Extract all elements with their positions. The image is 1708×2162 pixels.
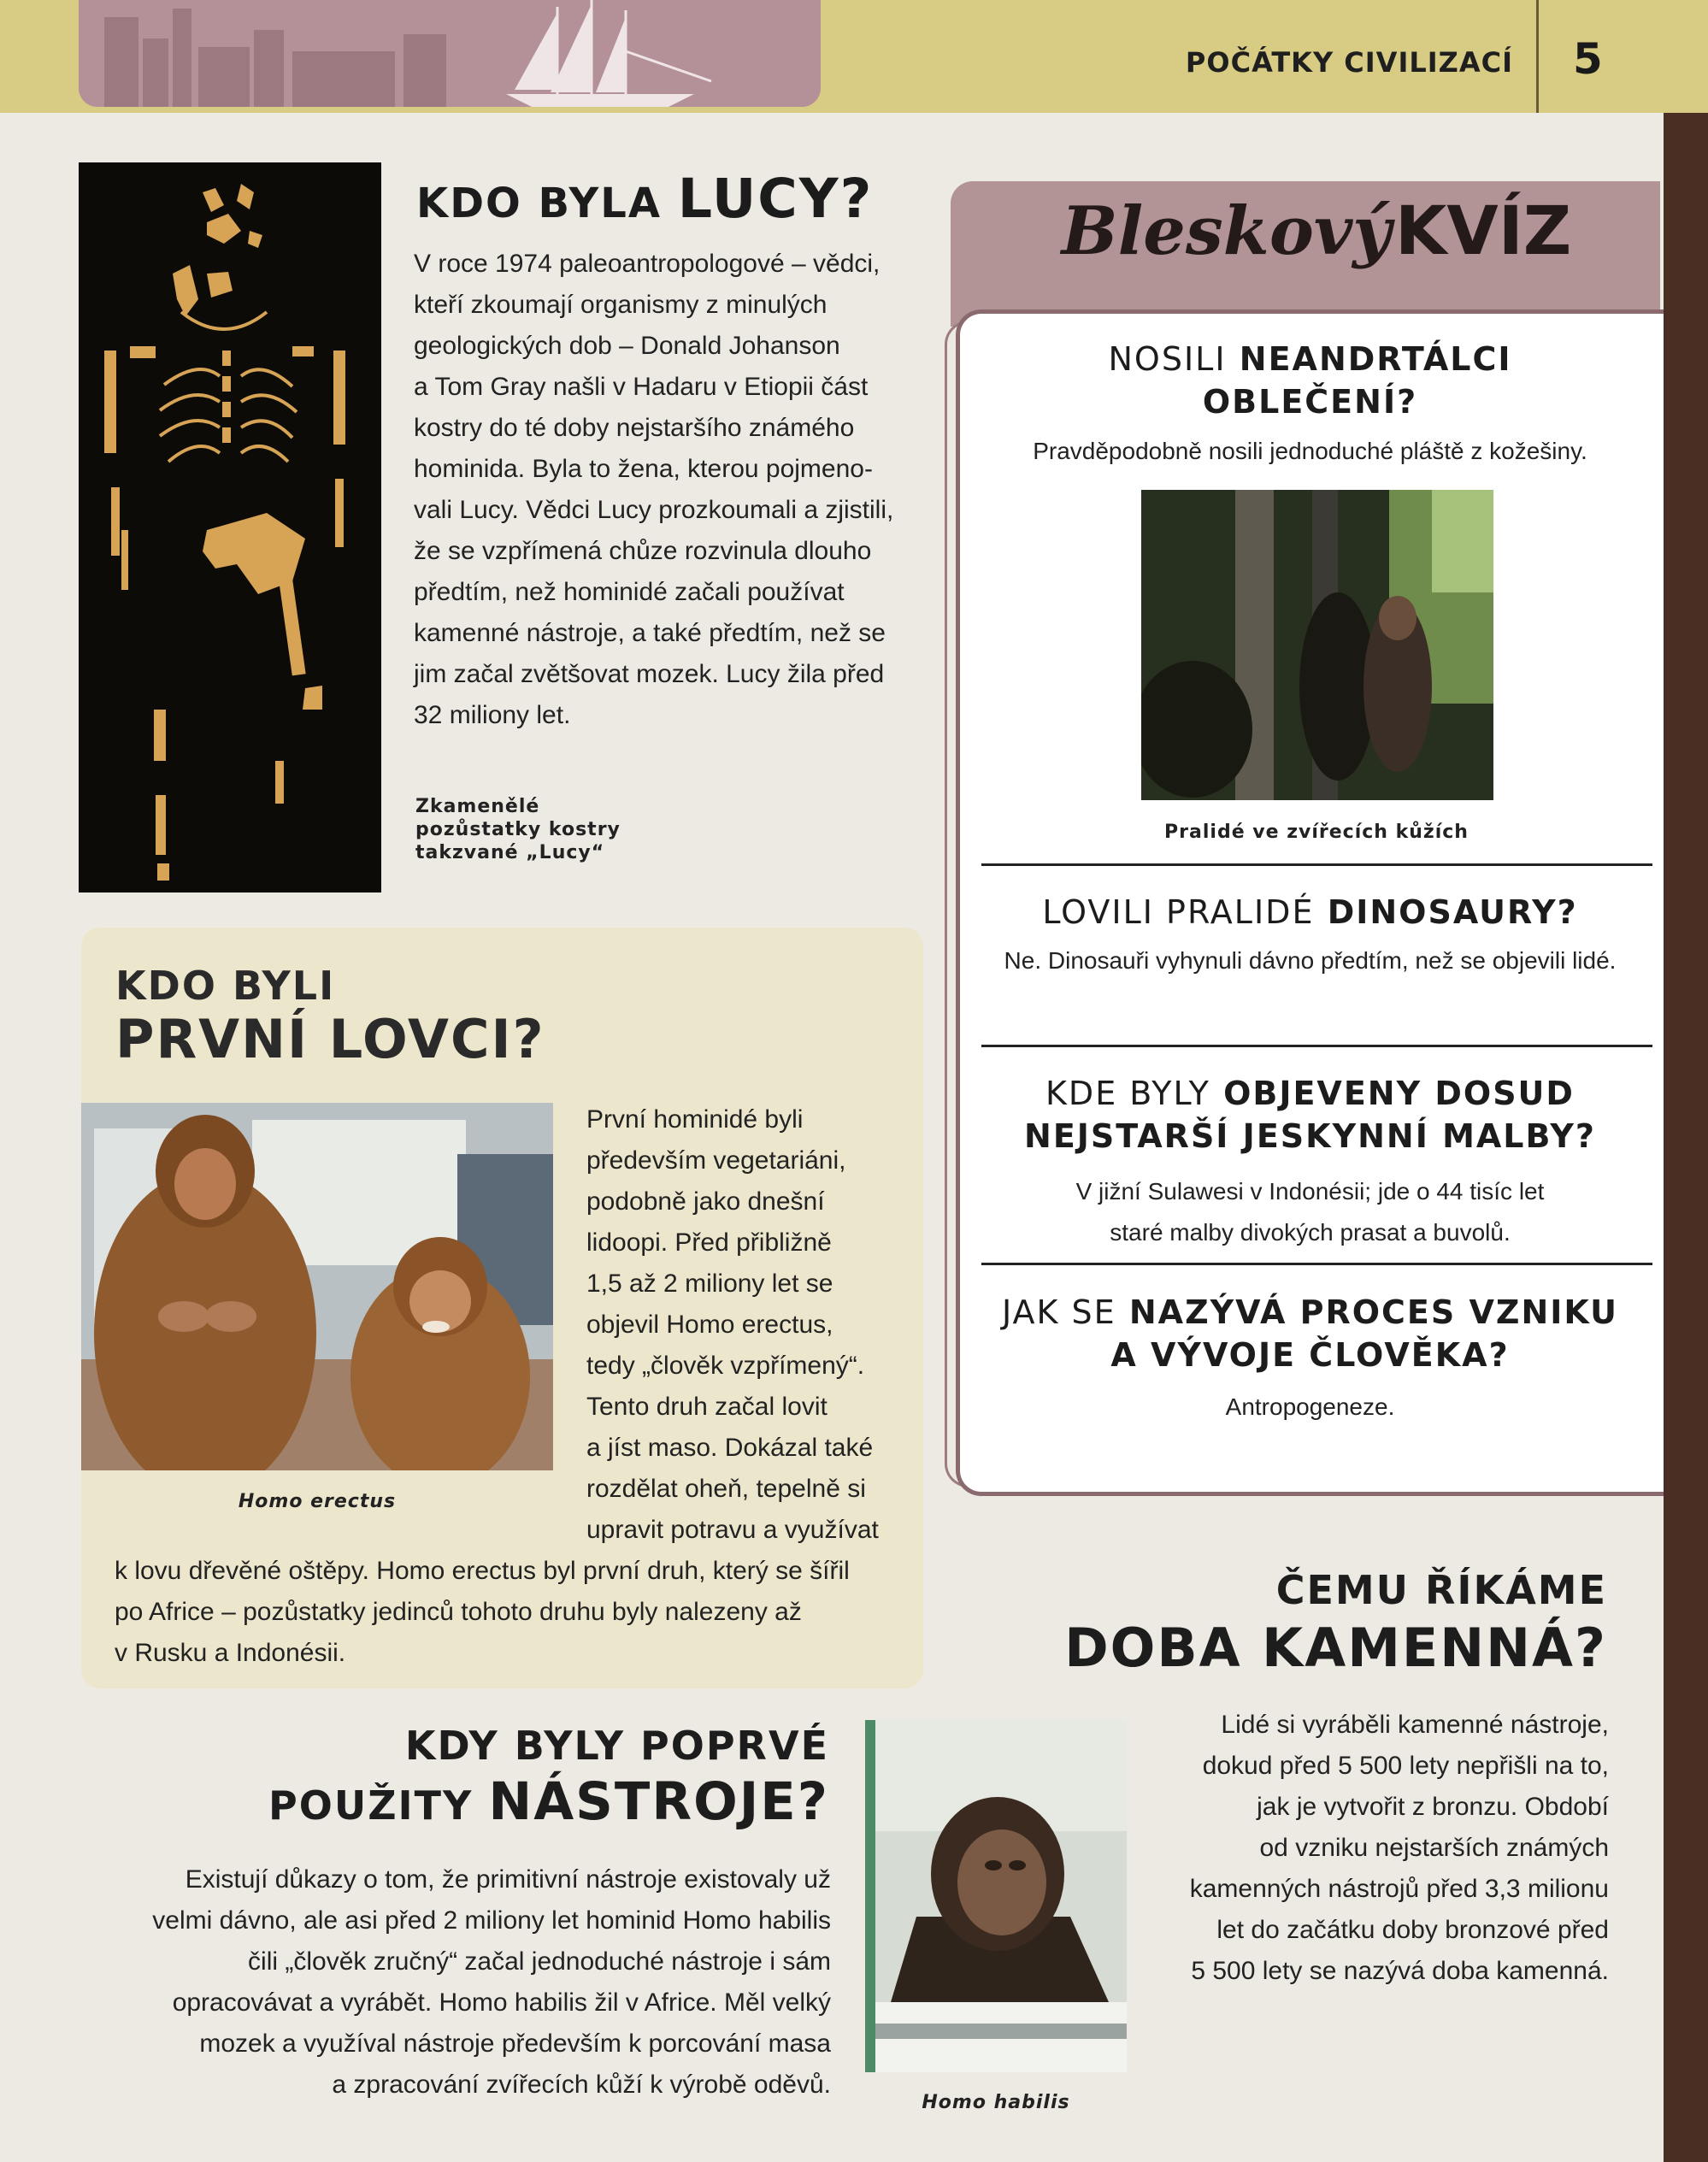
quiz-question-1-light: NOSILI: [1108, 340, 1227, 378]
quiz-title: [983, 192, 1650, 270]
hunters-line: První hominidé byli: [586, 1105, 804, 1134]
lucy-line: a Tom Gray našli v Hadaru v Etiopii část: [414, 373, 869, 401]
neanderthal-caption: Pralidé ve zvířecích kůžích: [1164, 822, 1469, 843]
stone-age-title: [940, 1564, 1607, 1681]
tools-line: opracovávat a vyrábět. Homo habilis žil v Africe. Měl velký: [172, 1988, 831, 2017]
stone-age-line: kamenných nástrojů před 3,3 milionu: [1189, 1875, 1609, 1903]
lucy-caption-line: takzvané „Lucy“: [415, 842, 605, 863]
tools-title: [154, 1718, 829, 1835]
lucy-line: jim začal zvětšovat mozek. Lucy žila před: [414, 660, 885, 688]
stone-age-line: 5 500 lety se nazývá doba kamenná.: [1191, 1957, 1609, 1985]
tools-title-line1: KDY BYLY POPRVÉ: [404, 1723, 829, 1769]
quiz-title-bold: KVÍZ: [1394, 193, 1572, 270]
lucy-line: předtím, než hominidé začali používat: [414, 578, 845, 606]
quiz-question-3: [966, 1072, 1654, 1158]
skeleton-illustration: [79, 162, 381, 892]
stone-age-title-line1: ČEMU ŘÍKÁME: [1275, 1567, 1607, 1613]
lucy-line: 32 miliony let.: [414, 701, 571, 729]
homo-habilis-photo: [865, 1720, 1127, 2072]
lucy-title: [416, 167, 895, 230]
quiz-answer-2: [966, 947, 1654, 975]
hunters-title-line1: KDO BYLI: [115, 963, 336, 1009]
tools-line: velmi dávno, ale asi před 2 miliony let hominid Homo habilis: [152, 1906, 831, 1935]
quiz-title-script: Bleskový: [1061, 192, 1392, 270]
quiz-question-3-line1: [966, 1072, 1654, 1115]
lucy-title-light: KDO BYLA: [416, 180, 663, 227]
quiz-divider: [981, 1045, 1652, 1047]
homo-habilis-caption: Homo habilis: [922, 2092, 1070, 2113]
hunters-title: [115, 962, 714, 1069]
tools-line: a zpracování zvířecích kůží k výrobě oděvů.: [332, 2071, 831, 2099]
quiz-question-3-light: KDE BYLY: [1045, 1075, 1210, 1112]
lucy-caption-line: Zkamenělé: [415, 796, 540, 817]
quiz-answer-1: [966, 438, 1654, 465]
quiz-question-1-line2: OBLEČENÍ?: [1202, 383, 1418, 421]
stone-age-line: jak je vytvořit z bronzu. Období: [1257, 1793, 1609, 1821]
quiz-question-4-line2: A VÝVOJE ČLOVĚKA?: [1110, 1336, 1510, 1374]
tools-title-light: POUŽITY: [268, 1782, 474, 1829]
hunters-line: 1,5 až 2 miliony let se: [586, 1270, 833, 1298]
hunters-title-line2: PRVNÍ LOVCI?: [115, 1008, 545, 1070]
homo-habilis-illustration: [865, 1720, 1127, 2072]
header-divider: [1536, 0, 1539, 113]
lucy-line: že se vzpřímená chůze rozvinula dlouho: [414, 537, 872, 565]
tools-text: [94, 1859, 831, 2106]
quiz-divider: [981, 1263, 1652, 1265]
hunters-line: objevil Homo erectus,: [586, 1311, 833, 1339]
homo-erectus-caption: Homo erectus: [238, 1491, 397, 1512]
quiz-question-3-bold: OBJEVENY DOSUD: [1223, 1075, 1575, 1112]
quiz-answer-1-line: Pravděpodobně nosili jednoduché pláště z kožešiny.: [1033, 438, 1587, 464]
lucy-line: kteří zkoumají organismy z minulých: [414, 291, 827, 319]
lucy-caption: [415, 795, 672, 864]
lucy-line: hominida. Byla to žena, kterou pojmeno-: [414, 455, 873, 483]
hunters-line: k lovu dřevěné oštěpy. Homo erectus byl první druh, který se šířil: [115, 1557, 850, 1585]
quiz-answer-4-line: Antropogeneze.: [1225, 1393, 1395, 1420]
quiz-question-2-bold: DINOSAURY?: [1327, 893, 1578, 931]
quiz-divider: [981, 863, 1652, 866]
hunters-line: rozdělat oheň, tepelně si: [586, 1475, 866, 1503]
lucy-line: kostry do té doby nejstaršího známého: [414, 414, 855, 442]
homo-erectus-photo: [81, 1103, 553, 1470]
stone-age-title-line2: DOBA KAMENNÁ?: [1064, 1617, 1607, 1679]
lucy-text: [414, 244, 927, 736]
lucy-caption-line: pozůstatky kostry: [415, 819, 621, 840]
quiz-question-1-bold: NEANDRTÁLCI: [1239, 340, 1512, 378]
lucy-skeleton-photo: [79, 162, 381, 892]
quiz-question-4: [966, 1291, 1654, 1376]
stone-age-line: let do začátku doby bronzové před: [1216, 1916, 1609, 1944]
tools-title-line2: [154, 1773, 829, 1835]
hunters-line: tedy „člověk vzpřímený“.: [586, 1352, 865, 1380]
page-number: 5: [1573, 34, 1605, 84]
neanderthal-photo: [1141, 490, 1493, 800]
quiz-answer-4: [966, 1393, 1654, 1421]
lucy-line: kamenné nástroje, a také předtím, než se: [414, 619, 886, 647]
quiz-answer-3-line: V jižní Sulawesi v Indonésii; jde o 44 tisíc let: [1075, 1178, 1545, 1205]
lucy-line: vali Lucy. Vědci Lucy prozkoumali a zjistili,: [414, 496, 894, 524]
quiz-question-1-line1: [966, 338, 1654, 380]
hunters-full-text: [115, 1551, 918, 1674]
hunters-line: v Rusku a Indonésii.: [115, 1639, 346, 1667]
lucy-title-bold: LUCY?: [677, 167, 874, 230]
hunters-side-text: [586, 1099, 920, 1551]
hunters-line: upravit potravu a využívat: [586, 1516, 879, 1544]
quiz-question-4-line1: [966, 1291, 1654, 1334]
quiz-answer-3: [966, 1171, 1654, 1253]
hunters-line: po Africe – pozůstatky jedinců tohoto druhu byly nalezeny až: [115, 1598, 802, 1626]
quiz-question-1: [966, 338, 1654, 423]
hunters-line: podobně jako dnešní: [586, 1187, 825, 1216]
lucy-line: geologických dob – Donald Johanson: [414, 332, 840, 360]
tools-line: čili „člověk zručný“ začal jednoduché nástroje i sám: [248, 1947, 831, 1976]
lucy-line: V roce 1974 paleoantropologové – vědci,: [414, 250, 881, 278]
page-edge: [1664, 113, 1708, 2162]
hunters-line: Tento druh začal lovit: [586, 1393, 827, 1421]
stone-age-line: dokud před 5 500 lety nepřišli na to,: [1202, 1752, 1609, 1780]
hunters-line: především vegetariáni,: [586, 1146, 846, 1175]
tools-line: Existují důkazy o tom, že primitivní nástroje existovaly už: [185, 1865, 831, 1894]
quiz-answer-2-line: Ne. Dinosauři vyhynuli dávno předtím, než se objevili lidé.: [1004, 947, 1617, 974]
stone-age-line: Lidé si vyráběli kamenné nástroje,: [1221, 1711, 1609, 1739]
quiz-question-4-light: JAK SE: [1001, 1293, 1116, 1331]
homo-erectus-illustration: [81, 1103, 553, 1470]
skyline-ship-illustration: [79, 0, 821, 107]
header-banner-illustration: [79, 0, 821, 107]
quiz-question-2: [966, 891, 1654, 934]
quiz-question-4-bold: NAZÝVÁ PROCES VZNIKU: [1128, 1293, 1619, 1331]
hunters-line: lidoopi. Před přibližně: [586, 1228, 832, 1257]
quiz-answer-3-line: staré malby divokých prasat a buvolů.: [1110, 1219, 1511, 1246]
section-title: POČÁTKY CIVILIZACÍ: [1185, 46, 1513, 79]
quiz-question-3-line2: NEJSTARŠÍ JESKYNNÍ MALBY?: [1024, 1117, 1596, 1155]
neanderthal-illustration: [1141, 490, 1493, 800]
tools-title-bold: NÁSTROJE?: [488, 1772, 829, 1832]
quiz-question-2-light: LOVILI PRALIDÉ: [1042, 893, 1315, 931]
stone-age-text: [1137, 1705, 1609, 1992]
hunters-line: a jíst maso. Dokázal také: [586, 1434, 874, 1462]
tools-line: mozek a využíval nástroje především k porcování masa: [199, 2029, 831, 2058]
stone-age-line: od vzniku nejstarších známých: [1259, 1834, 1609, 1862]
